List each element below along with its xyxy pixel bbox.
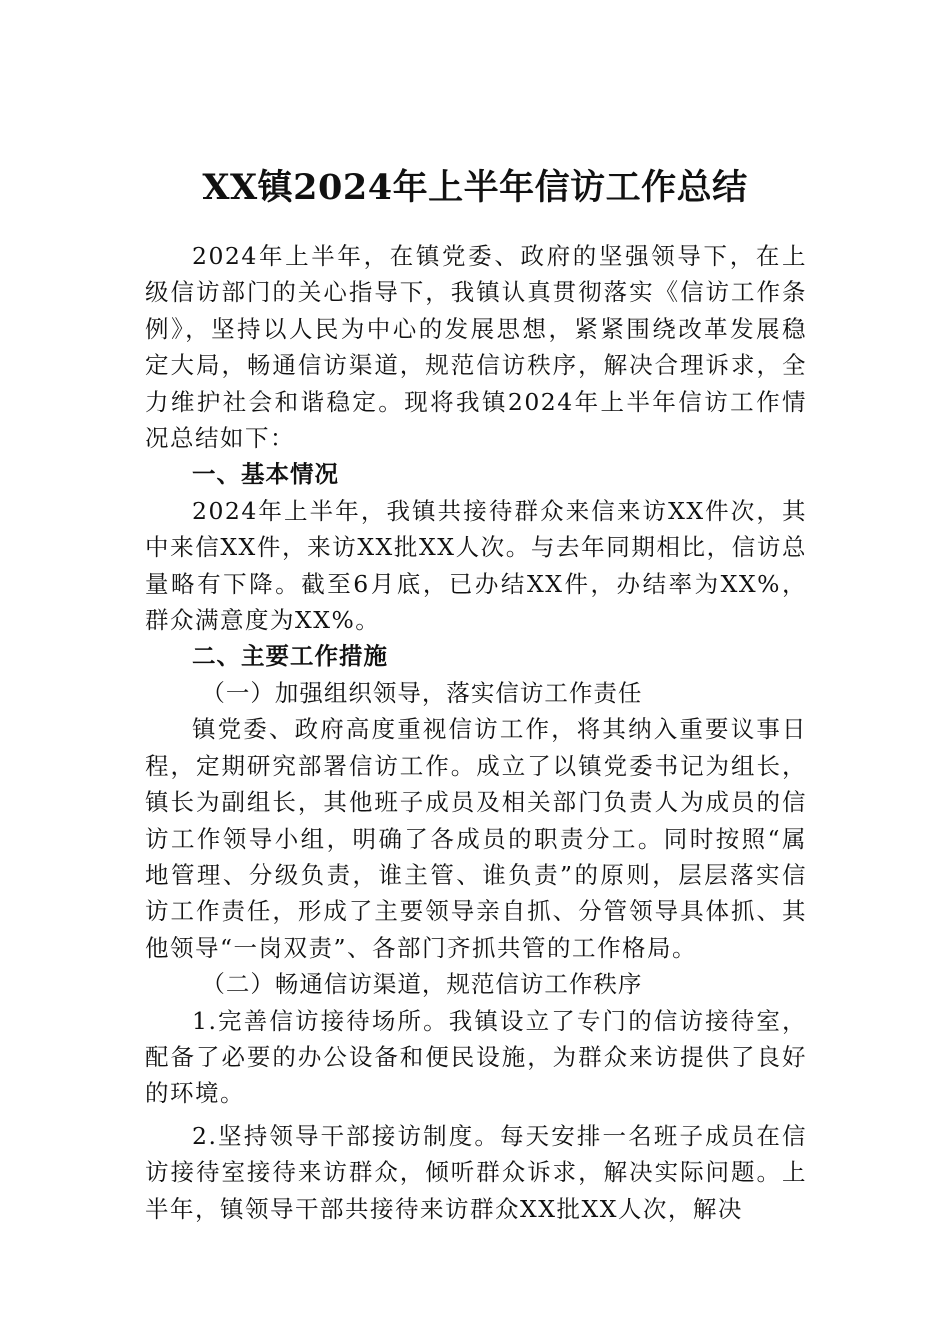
item-reception-site-paragraph: 1.完善信访接待场所。我镇设立了专门的信访接待室，配备了必要的办公设备和便民设施，为群众来访提供了良好的环境。 [145,1006,807,1108]
section-heading-main-measures: 二、主要工作措施 [192,642,388,671]
document-title: XX镇2024年上半年信访工作总结 [202,167,748,208]
document-body [145,238,807,1227]
basic-situation-paragraph: 2024年上半年，我镇共接待群众来信来访XX件次，其中来信XX件，来访XX批XX人次。与去年同期相比，信访总量略有下降。截至6月底，已办结XX件，办结率为XX%，群众满意度为XX%。 [145,496,807,635]
leadership-paragraph: 镇党委、政府高度重视信访工作，将其纳入重要议事日程，定期研究部署信访工作。成立了以镇党委书记为组长，镇长为副组长，其他班子成员及相关部门负责人为成员的信访工作领导小组，明确了各成员的职责分工。同时按照“属地管理、分级负责，谁主管、谁负责”的原则，层层落实信访工作责任，形成了主要领导亲自抓、分管领导具体抓、其他领导“一岗双责”、各部门齐抓共管的工作格局。 [145,715,807,962]
item-leader-reception-paragraph: 2.坚持领导干部接访制度。每天安排一名班子成员在信访接待室接待来访群众，倾听群众诉求，解决实际问题。上半年，镇领导干部共接待来访群众XX批XX人次，解决 [145,1121,807,1223]
intro-paragraph: 2024年上半年，在镇党委、政府的坚强领导下，在上级信访部门的关心指导下，我镇认真贯彻落实《信访工作条例》，坚持以人民为中心的发展思想，紧紧围绕改革发展稳定大局，畅通信访渠道，规范信访秩序，解决合理诉求，全力维护社会和谐稳定。现将我镇2024年上半年信访工作情况总结如下： [145,242,807,453]
section-heading-basic-situation: 一、基本情况 [192,460,339,489]
subsection-heading-leadership: （一）加强组织领导，落实信访工作责任 [201,678,643,707]
subsection-heading-channels: （二）畅通信访渠道，规范信访工作秩序 [201,970,643,999]
